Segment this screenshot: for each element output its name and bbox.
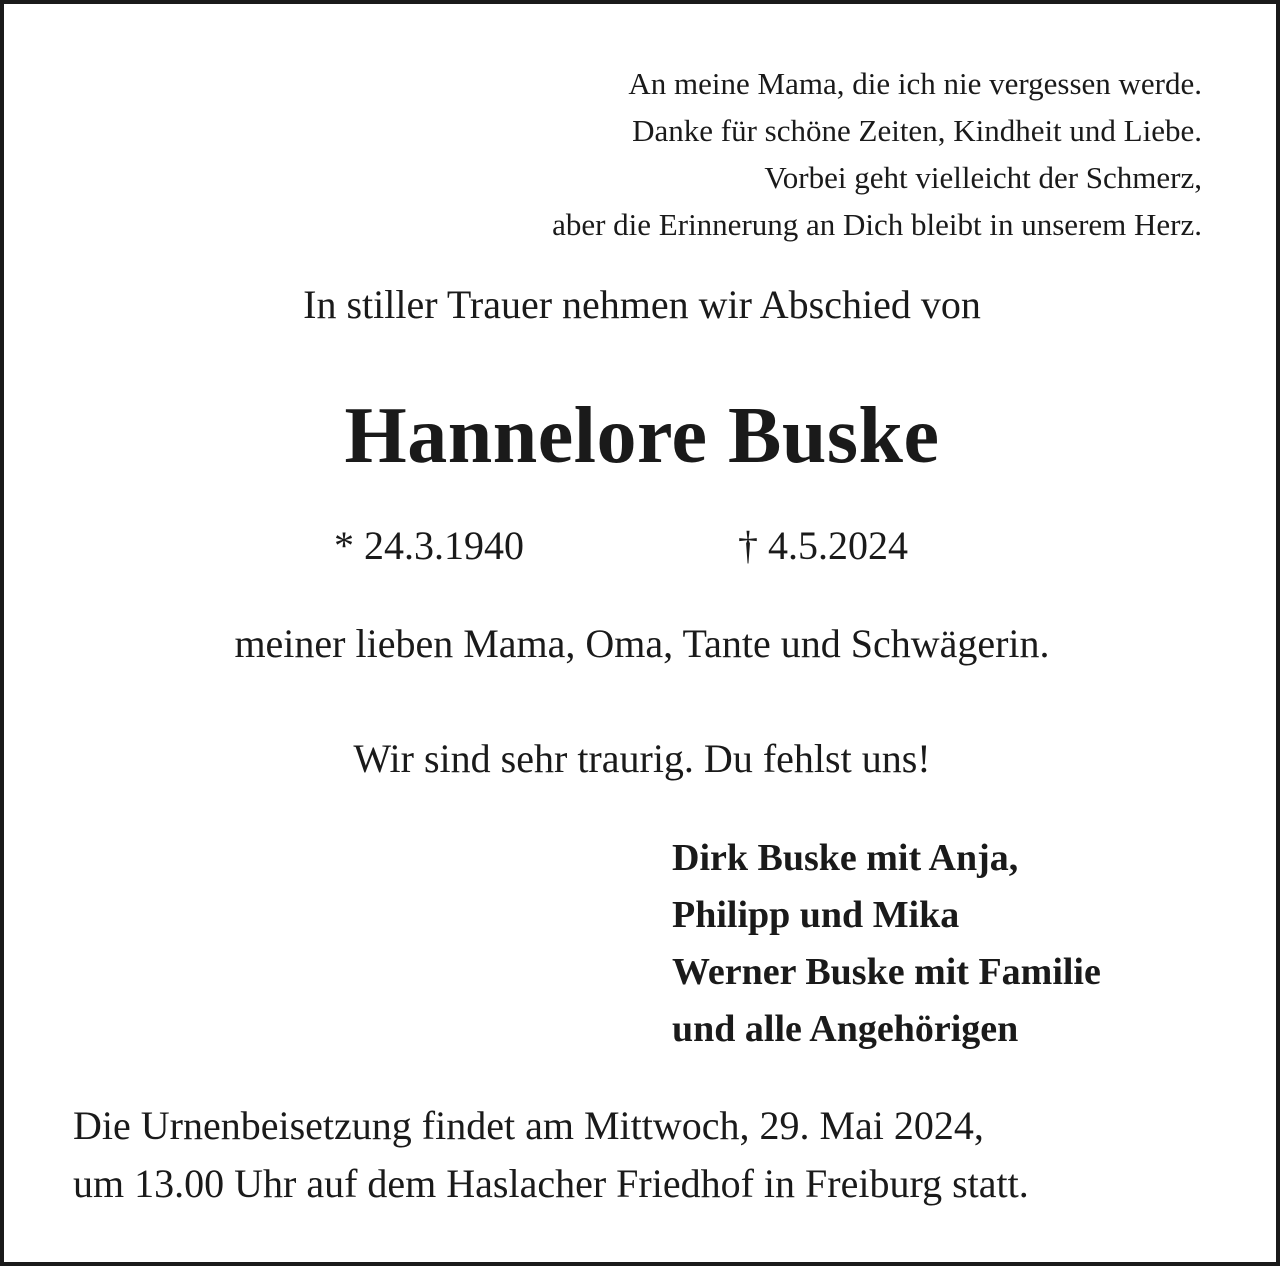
poem-line: aber die Erinnerung an Dich bleibt in unserem Herz. [552,207,1202,242]
burial-info [73,1097,1029,1213]
relation-text: meiner lieben Mama, Oma, Tante und Schwägerin. [234,621,1050,666]
birth-date: * 24.3.1940 [334,523,524,568]
farewell-text: Wir sind sehr traurig. Du fehlst uns! [353,736,931,781]
mourners-list [672,830,1101,1058]
memorial-poem [552,60,1202,248]
deceased-name: Hannelore Buske [344,392,940,480]
poem-line: Danke für schöne Zeiten, Kindheit und Liebe. [632,113,1202,148]
death-date: † 4.5.2024 [738,523,908,568]
burial-line: um 13.00 Uhr auf dem Haslacher Friedhof in Freiburg statt. [73,1161,1029,1206]
burial-line: Die Urnenbeisetzung findet am Mittwoch, 29. Mai 2024, [73,1103,984,1148]
intro-text: In stiller Trauer nehmen wir Abschied von [303,282,981,327]
mourner-line: Werner Buske mit Familie [672,951,1101,993]
mourner-line: Dirk Buske mit Anja, [672,837,1019,879]
poem-line: Vorbei geht vielleicht der Schmerz, [764,160,1202,195]
poem-line: An meine Mama, die ich nie vergessen werde. [628,66,1202,101]
mourner-line: Philipp und Mika [672,894,960,936]
mourner-line: und alle Angehörigen [672,1008,1019,1050]
